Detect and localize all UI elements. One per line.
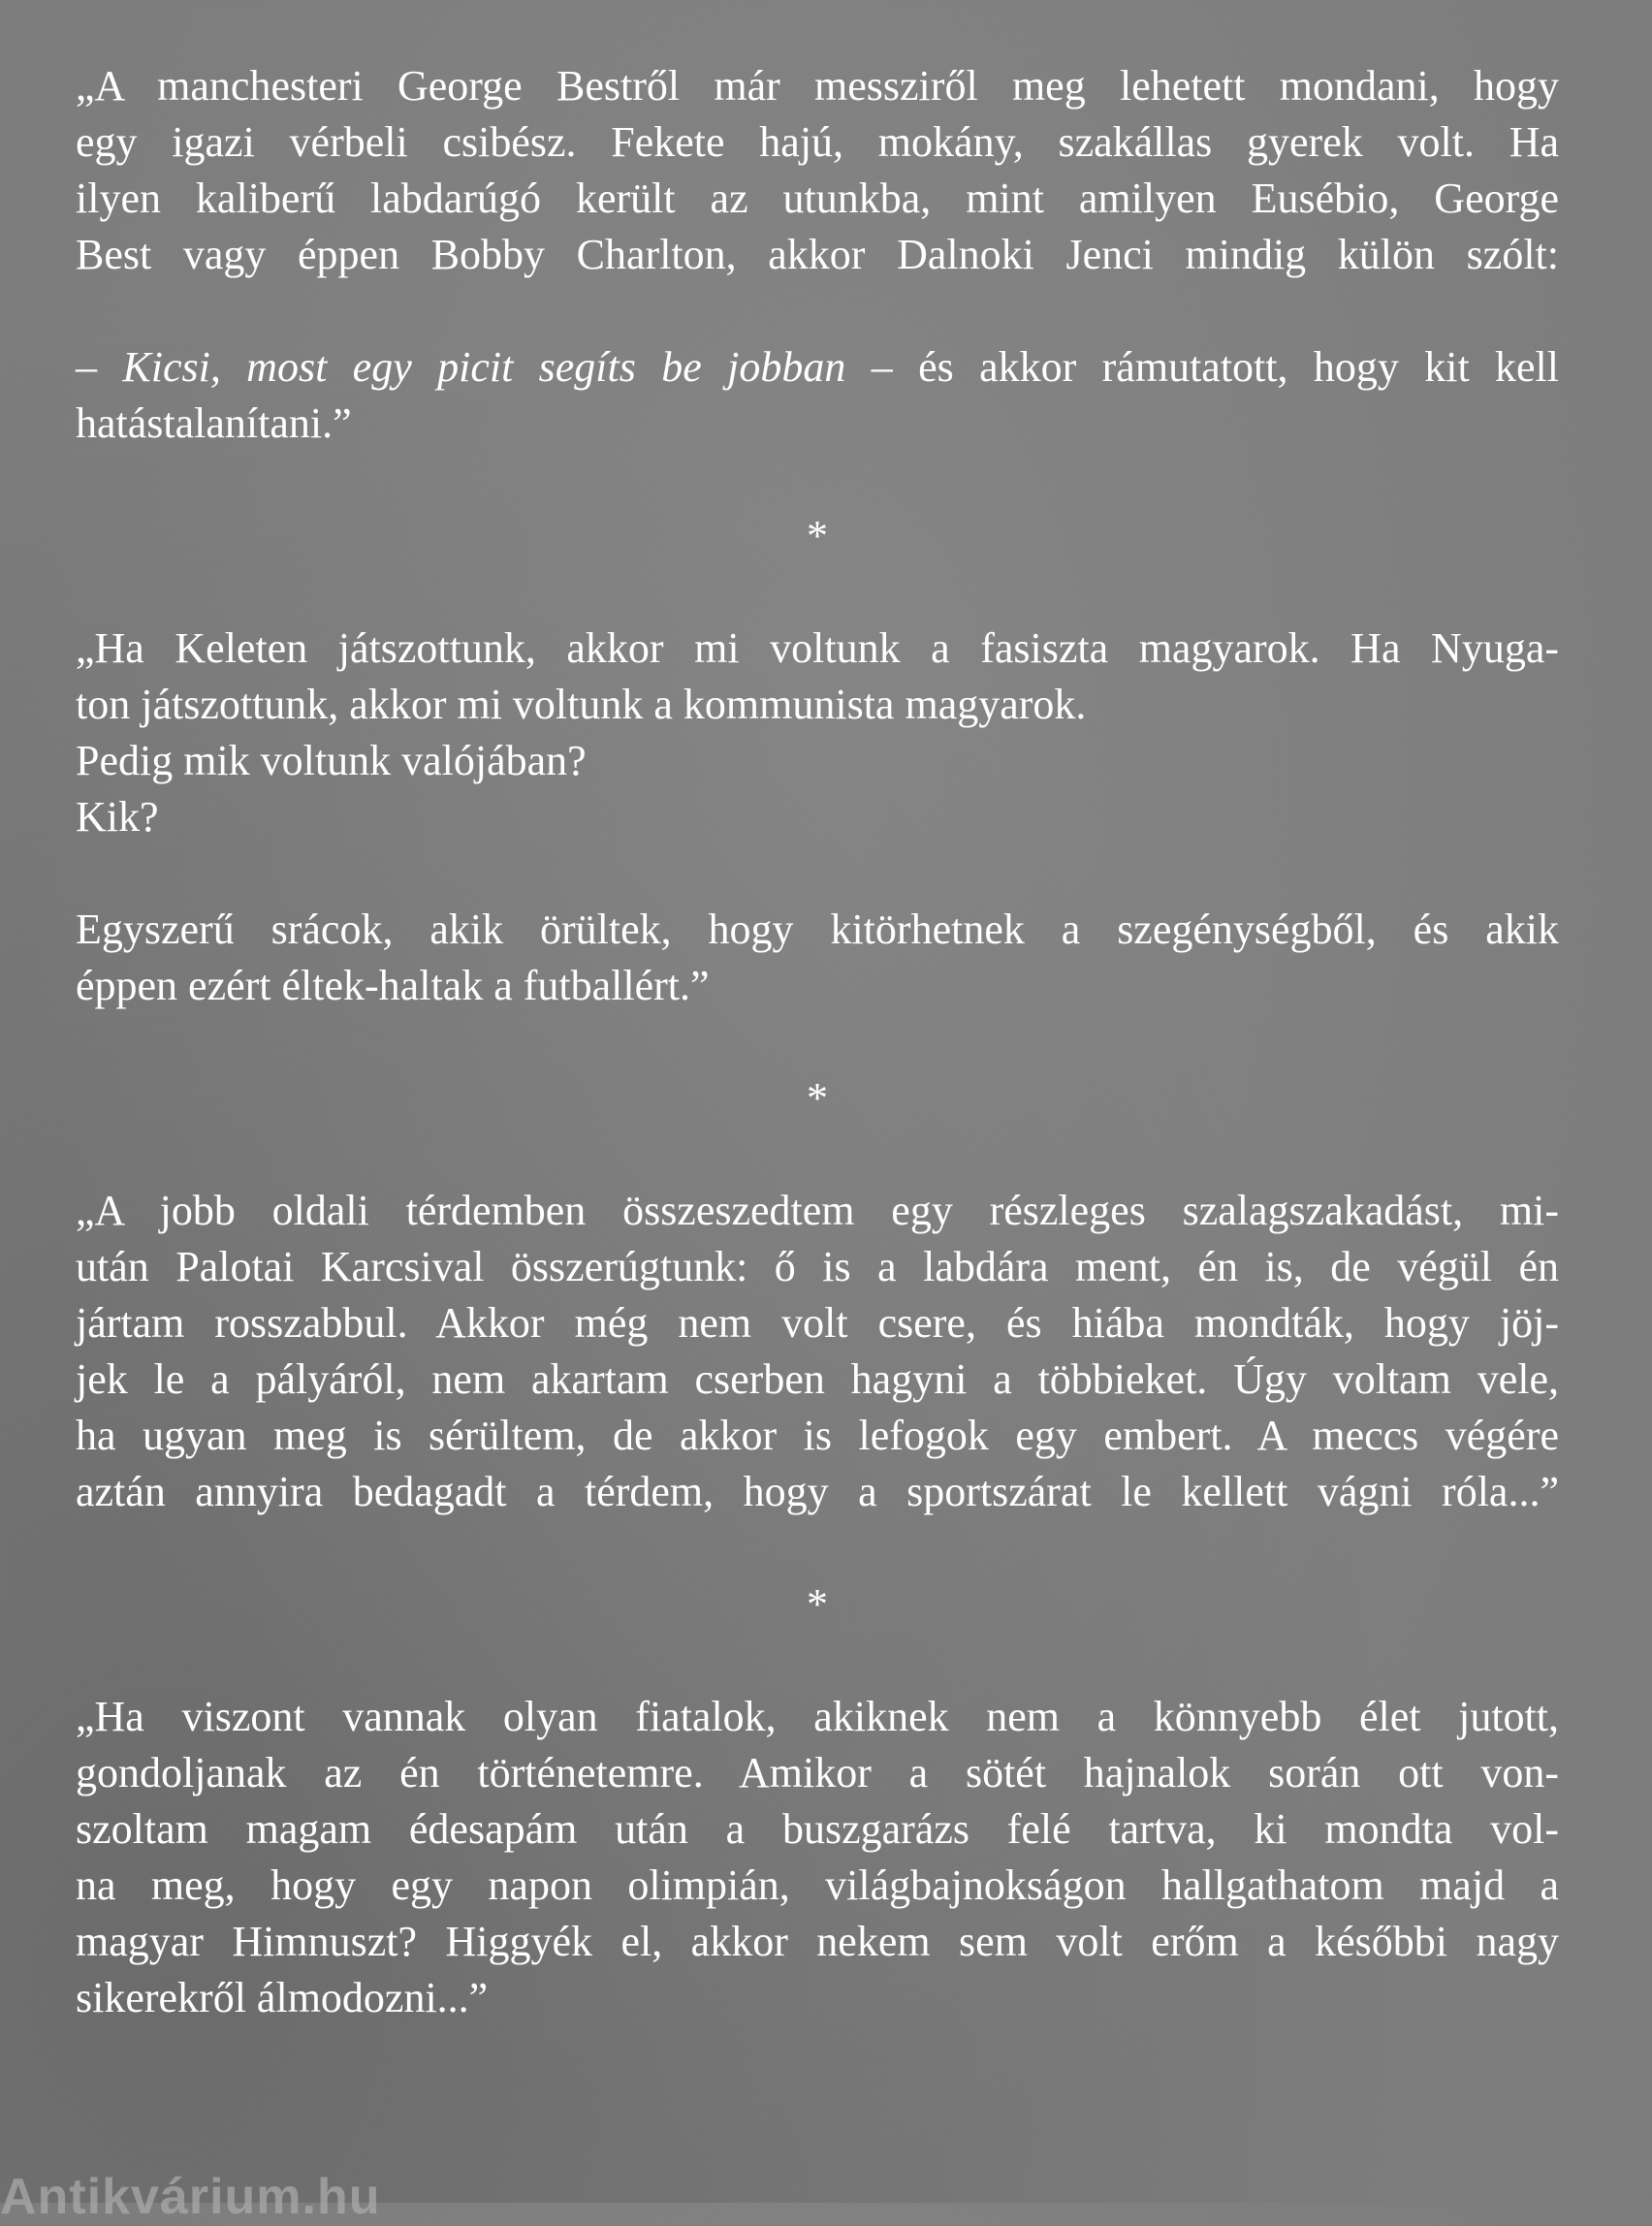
text-line: Pedig mik voltunk valójában?	[76, 737, 587, 784]
quote-knee-injury	[76, 1183, 1559, 1520]
text-line: aztán annyira bedagadt a térdem, hogy a sportszárat le kellett vágni róla...”	[76, 1468, 1559, 1515]
text-line: Kik?	[76, 793, 159, 841]
text-line: jek le a pályáról, nem akartam cserben hagyni a többieket. Úgy voltam vele,	[76, 1355, 1559, 1403]
separator-asterisk: *	[807, 1074, 828, 1122]
text-line: sikerekről álmodozni...”	[76, 1974, 489, 2021]
dash: –	[76, 343, 123, 391]
quote-george-best	[76, 58, 1559, 452]
text-line: ton játszottunk, akkor mi voltunk a kommunista magyarok.	[76, 681, 1087, 728]
text-line: „Ha viszont vannak olyan fiatalok, akiknek nem a könnyebb élet jutott,	[76, 1693, 1559, 1740]
separator-asterisk: *	[807, 512, 828, 559]
speech-line	[76, 339, 1559, 396]
text-line: ha ugyan meg is sérültem, de akkor is lefogok egy embert. A meccs végére	[76, 1412, 1559, 1459]
text-line: „A manchesteri George Bestről már messziről meg lehetett mondani, hogy	[76, 62, 1559, 110]
text-line: „Ha Keleten játszottunk, akkor mi voltunk a fasiszta magyarok. Ha Nyuga-	[76, 624, 1559, 672]
quote-young-people	[76, 1689, 1559, 2026]
italic-speech: Kicsi, most egy picit segíts be jobban	[122, 343, 846, 391]
watermark-logo: Antikvárium.hu	[0, 2169, 381, 2225]
text-line: szoltam magam édesapám után a buszgarázs felé tartva, ki mondta vol-	[76, 1805, 1559, 1853]
quote-east-west	[76, 620, 1559, 1014]
back-cover-text	[76, 58, 1559, 2026]
text-line: után Palotai Karcsival összerúgtunk: ő is a labdára ment, én is, de végül én	[76, 1243, 1559, 1290]
text-line: éppen ezért éltek-haltak a futballért.”	[76, 962, 710, 1009]
text-line: magyar Himnuszt? Higgyék el, akkor nekem sem volt erőm a későbbi nagy	[76, 1918, 1559, 1965]
text-line: hatástalanítani.”	[76, 399, 352, 447]
text-line: „A jobb oldali térdemben összeszedtem egy részleges szalagszakadást, mi-	[76, 1187, 1559, 1234]
speech-rest: – és akkor rámutatott, hogy kit kell	[845, 343, 1560, 391]
text-line: Egyszerű srácok, akik örültek, hogy kitörhetnek a szegénységből, és akik	[76, 906, 1559, 953]
separator-asterisk: *	[807, 1580, 828, 1628]
text-line: egy igazi vérbeli csibész. Fekete hajú, mokány, szakállas gyerek volt. Ha	[76, 118, 1559, 166]
text-line: ilyen kaliberű labdarúgó került az utunkba, mint amilyen Eusébio, George	[76, 175, 1559, 222]
text-line: Best vagy éppen Bobby Charlton, akkor Dalnoki Jenci mindig külön szólt:	[76, 231, 1559, 278]
text-line: na meg, hogy egy napon olimpián, világbajnokságon hallgathatom majd a	[76, 1861, 1559, 1909]
text-line: jártam rosszabbul. Akkor még nem volt csere, és hiába mondták, hogy jöj-	[76, 1299, 1559, 1347]
text-line: gondoljanak az én történetemre. Amikor a sötét hajnalok során ott von-	[76, 1749, 1559, 1797]
